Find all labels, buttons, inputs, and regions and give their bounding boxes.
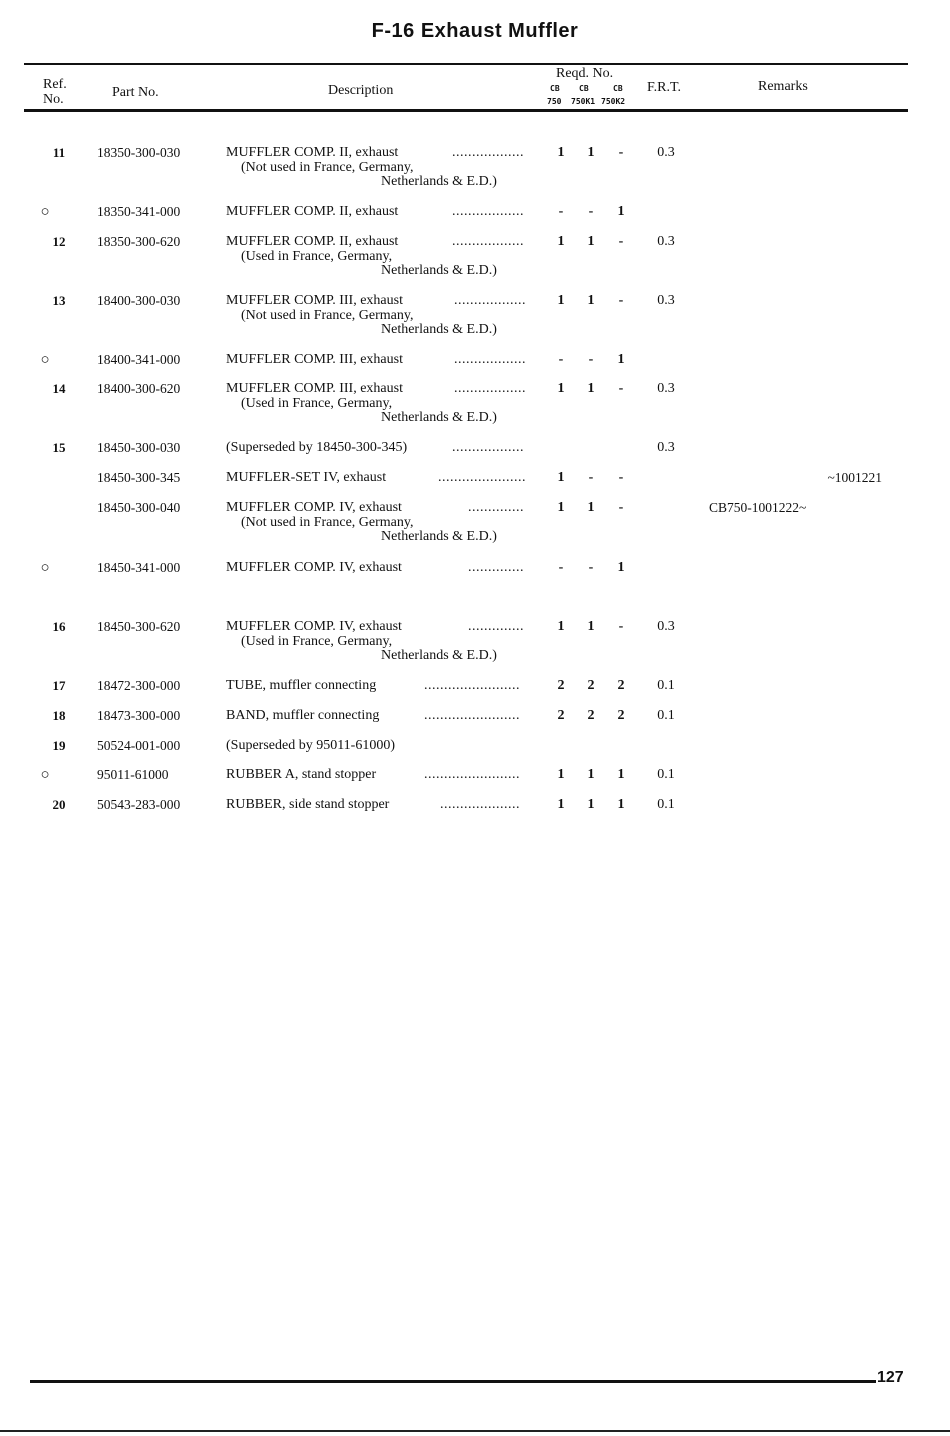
- ref-no: 20: [52, 797, 66, 812]
- description: MUFFLER-SET IV, exhaust: [226, 470, 387, 485]
- qty-cb750k2: -: [618, 381, 624, 396]
- leader-dots: ....................: [440, 797, 520, 812]
- description-note: (Used in France, Germany,: [241, 249, 393, 264]
- part-no: 18450-341-000: [97, 560, 181, 575]
- description: MUFFLER COMP. III, exhaust: [226, 293, 403, 308]
- qty-cb750k1: 2: [587, 708, 595, 723]
- description: RUBBER A, stand stopper: [226, 767, 377, 782]
- ref-no: 18: [52, 708, 66, 723]
- qty-cb750: -: [558, 352, 564, 367]
- remarks: CB750-1001222~: [709, 500, 807, 515]
- leader-dots: ......................: [438, 470, 526, 485]
- qty-cb750k1: 1: [587, 293, 595, 308]
- qty-cb750k1: 1: [587, 619, 595, 634]
- qty-cb750k2: -: [618, 293, 624, 308]
- leader-dots: ..................: [454, 293, 526, 308]
- part-no: 18350-341-000: [97, 204, 181, 219]
- leader-dots: ........................: [424, 767, 520, 782]
- leader-dots: ..................: [452, 440, 524, 455]
- description: MUFFLER COMP. IV, exhaust: [226, 619, 402, 634]
- header-ref-line1: Ref.: [43, 77, 67, 92]
- ref-no: 16: [52, 619, 66, 634]
- qty-cb750: -: [558, 560, 564, 575]
- ref-no: 15: [52, 440, 66, 455]
- frt-value: 0.3: [657, 234, 675, 249]
- ref-no: 19: [52, 738, 66, 753]
- frt-value: 0.3: [657, 381, 675, 396]
- part-no: 18400-300-620: [97, 381, 181, 396]
- ref-marker: ○: [40, 204, 50, 220]
- qty-cb750k2: -: [618, 470, 624, 485]
- header-model3-line2: 750K2: [601, 97, 626, 106]
- leader-dots: ..................: [452, 204, 524, 219]
- ref-marker: ○: [40, 767, 50, 783]
- qty-cb750k2: 1: [617, 352, 625, 367]
- qty-cb750: 2: [557, 708, 565, 723]
- ref-no: 12: [52, 234, 66, 249]
- header-reqd-no: Reqd. No.: [556, 66, 614, 81]
- page-title: F-16 Exhaust Muffler: [371, 20, 579, 42]
- header-model2-line1: CB: [579, 84, 589, 93]
- qty-cb750k2: -: [618, 234, 624, 249]
- leader-dots: ..................: [452, 234, 524, 249]
- page-number: 127: [877, 1369, 904, 1386]
- qty-cb750: 1: [557, 619, 565, 634]
- description: MUFFLER COMP. III, exhaust: [226, 352, 403, 367]
- qty-cb750: 1: [557, 797, 565, 812]
- description: MUFFLER COMP. II, exhaust: [226, 145, 399, 160]
- header-model2-line2: 750K1: [571, 97, 596, 106]
- header-remarks: Remarks: [758, 79, 808, 94]
- frt-value: 0.1: [657, 767, 675, 782]
- leader-dots: ..................: [452, 145, 524, 160]
- qty-cb750k1: 1: [587, 767, 595, 782]
- description: MUFFLER COMP. IV, exhaust: [226, 500, 402, 515]
- qty-cb750k1: -: [588, 204, 594, 219]
- part-no: 50543-283-000: [97, 797, 181, 812]
- part-no: 18450-300-030: [97, 440, 181, 455]
- frt-value: 0.3: [657, 440, 675, 455]
- remarks: ~1001221: [827, 470, 882, 485]
- header-model1-line1: CB: [550, 84, 560, 93]
- qty-cb750: 1: [557, 145, 565, 160]
- page-edge-rule: [0, 1430, 950, 1432]
- qty-cb750k2: 1: [617, 560, 625, 575]
- description: RUBBER, side stand stopper: [226, 797, 390, 812]
- header-frt: F.R.T.: [647, 80, 682, 95]
- description-note: (Used in France, Germany,: [241, 396, 393, 411]
- frt-value: 0.3: [657, 293, 675, 308]
- description: MUFFLER COMP. III, exhaust: [226, 381, 403, 396]
- frt-value: 0.1: [657, 797, 675, 812]
- description-note-cont: Netherlands & E.D.): [381, 174, 497, 189]
- description-note-cont: Netherlands & E.D.): [381, 322, 497, 337]
- description: MUFFLER COMP. II, exhaust: [226, 204, 399, 219]
- qty-cb750: 1: [557, 293, 565, 308]
- part-no: 18473-300-000: [97, 708, 181, 723]
- part-no: 18400-341-000: [97, 352, 181, 367]
- ref-no: 17: [52, 678, 66, 693]
- ref-marker: ○: [40, 560, 50, 576]
- description-note-cont: Netherlands & E.D.): [381, 263, 497, 278]
- qty-cb750k2: 1: [617, 797, 625, 812]
- description-note: (Not used in France, Germany,: [241, 308, 414, 323]
- qty-cb750k1: 1: [587, 381, 595, 396]
- part-no: 18350-300-030: [97, 145, 181, 160]
- ref-marker: ○: [40, 352, 50, 368]
- part-no: 18450-300-620: [97, 619, 181, 634]
- qty-cb750k2: -: [618, 500, 624, 515]
- qty-cb750: 2: [557, 678, 565, 693]
- qty-cb750k2: 1: [617, 767, 625, 782]
- ref-no: 13: [52, 293, 66, 308]
- qty-cb750k1: 1: [587, 234, 595, 249]
- description-note: (Not used in France, Germany,: [241, 160, 414, 175]
- description: (Superseded by 95011-61000): [226, 738, 396, 753]
- part-no: 95011-61000: [97, 767, 169, 782]
- qty-cb750k2: -: [618, 145, 624, 160]
- part-no: 18450-300-040: [97, 500, 181, 515]
- qty-cb750k1: -: [588, 470, 594, 485]
- header-model1-line2: 750: [547, 97, 562, 106]
- description: (Superseded by 18450-300-345): [226, 440, 408, 455]
- qty-cb750: 1: [557, 767, 565, 782]
- ref-no: 14: [52, 381, 66, 396]
- part-no: 18472-300-000: [97, 678, 181, 693]
- frt-value: 0.1: [657, 678, 675, 693]
- part-no: 18450-300-345: [97, 470, 181, 485]
- header-model3-line1: CB: [613, 84, 623, 93]
- description-note-cont: Netherlands & E.D.): [381, 648, 497, 663]
- frt-value: 0.3: [657, 619, 675, 634]
- qty-cb750k1: -: [588, 352, 594, 367]
- qty-cb750k1: 1: [587, 145, 595, 160]
- description: MUFFLER COMP. II, exhaust: [226, 234, 399, 249]
- qty-cb750k2: 1: [617, 204, 625, 219]
- header-part-no: Part No.: [112, 85, 159, 100]
- description-note: (Used in France, Germany,: [241, 634, 393, 649]
- part-no: 50524-001-000: [97, 738, 181, 753]
- ref-no: 11: [52, 145, 66, 160]
- description-note: (Not used in France, Germany,: [241, 515, 414, 530]
- qty-cb750k1: -: [588, 560, 594, 575]
- header-bottom-rule: [24, 109, 908, 112]
- frt-value: 0.3: [657, 145, 675, 160]
- leader-dots: ..................: [454, 352, 526, 367]
- qty-cb750: 1: [557, 234, 565, 249]
- qty-cb750k2: 2: [617, 678, 625, 693]
- leader-dots: ..............: [468, 619, 524, 634]
- qty-cb750k1: 1: [587, 797, 595, 812]
- frt-value: 0.1: [657, 708, 675, 723]
- description-note-cont: Netherlands & E.D.): [381, 410, 497, 425]
- description-note-cont: Netherlands & E.D.): [381, 529, 497, 544]
- part-no: 18400-300-030: [97, 293, 181, 308]
- leader-dots: ..............: [468, 500, 524, 515]
- qty-cb750k1: 1: [587, 500, 595, 515]
- header-ref-line2: No.: [43, 92, 64, 107]
- leader-dots: ........................: [424, 708, 520, 723]
- description: MUFFLER COMP. IV, exhaust: [226, 560, 402, 575]
- header-description: Description: [328, 83, 394, 98]
- footer-rule: [30, 1380, 876, 1383]
- part-no: 18350-300-620: [97, 234, 181, 249]
- description: TUBE, muffler connecting: [226, 678, 377, 693]
- description: BAND, muffler connecting: [226, 708, 380, 723]
- leader-dots: ..................: [454, 381, 526, 396]
- leader-dots: ..............: [468, 560, 524, 575]
- qty-cb750: -: [558, 204, 564, 219]
- qty-cb750k2: 2: [617, 708, 625, 723]
- qty-cb750: 1: [557, 470, 565, 485]
- qty-cb750k1: 2: [587, 678, 595, 693]
- header-top-rule: [24, 63, 908, 65]
- leader-dots: ........................: [424, 678, 520, 693]
- qty-cb750k2: -: [618, 619, 624, 634]
- qty-cb750: 1: [557, 500, 565, 515]
- qty-cb750: 1: [557, 381, 565, 396]
